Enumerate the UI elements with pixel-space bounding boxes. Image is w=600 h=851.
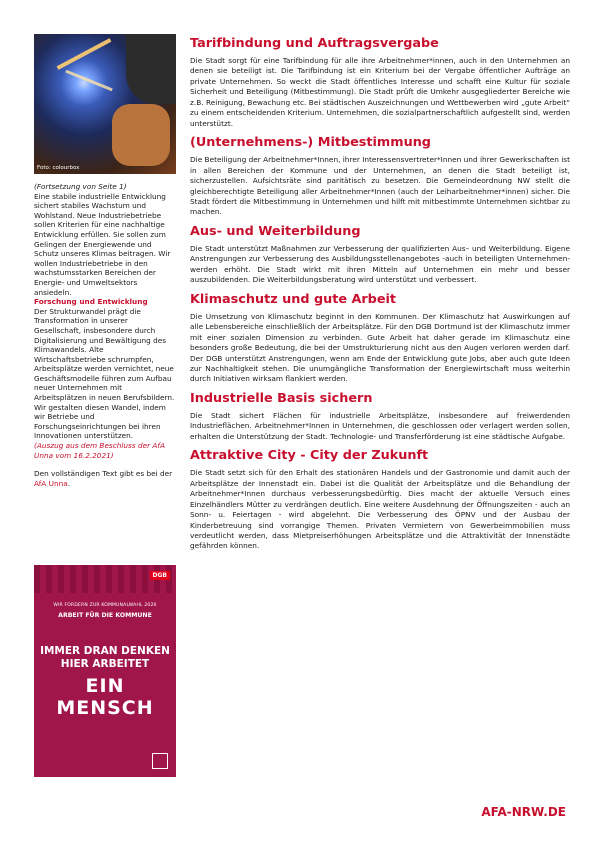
afa-unna-link[interactable]: AfA Unna [34,478,68,488]
section-text: Die Stadt setzt sich für den Erhalt des stationären Handels und der Gastronomie und damit auch der Arbeitsplätze der Innenstadt ein. Dabei ist die Qualität der Arbeitsplätze und die Behandlung der Arbeitnehmer*Innen durchaus verbesserungsbedürftig. Dies macht der aktuelle Versuch eines Einzelhändlers Mütter zu verdrängen deutlich. Eine weitere Ausdehnung der Öffnungszeiten - auch an Sonn- u. Feiertagen - wird abgelehnt. Die Verbesserung des ÖPNV und der Ausbau der Kinderbetreuung sind vorrangige Themen. Privaten Vermietern von Gewerbeimmobilien muss verdeutlicht werden, dass Mietpreiserhöhungen Arbeitsplätze und die Attraktivität der Innenstädte gefährden können. [190,468,570,551]
section-heading: (Unternehmens-) Mitbestimmung [190,135,431,151]
section-text: Die Umsetzung von Klimaschutz beginnt in den Kommunen. Der Klimaschutz hat Auswirkungen auf alle Lebensbereiche einschließlich der Arbeitsplätze. Für den DGB Dortmund ist der Klimaschutz immer mit einer sozialen Dimension zu verbinden. Gute Arbeit hat daher gerade im Klimaschutz eine besonders große Bedeutung, die bei der Umstrukturierung nicht aus den Augen verloren werden darf. Der DGB unterstützt Anstrengungen, wenn am Ende der Entwicklung gute Jobs, aber auch gute Ideen zur Nachhaltigkeit stehen. Die unumgängliche Transformation der Energiewirtschaft muss weiterhin durch Initiativen wirksam flankiert werden. [190,311,570,384]
poster-corner-icon [152,753,168,769]
section-klimaschutz [190,292,570,385]
dgb-logo: DGB [150,571,170,580]
sidebar-text [34,182,176,488]
research-text: Der Strukturwandel prägt die Transformation in unserer Gesellschaft, insbesondere durch Digitalisierung und Bewältigung des Klimawandels. Alte Wirtschaftsbetriebe schrumpfen, Arbeitsplätze werden vernichtet, neue Geschäftsmodelle führen zum Aufbau neuer Unternehmen mit Arbeitsplätzen in neuen Berufsbildern. Wir gestalten diesen Wandel, indem wir Betriebe und Forschungseinrichtungen bei ihren Innovationen unterstützen. [34,306,175,441]
section-tarifbindung [190,36,570,129]
section-text: Die Stadt unterstützt Maßnahmen zur Verbesserung der qualifizierten Aus– und Weiterbildung. Eigene Anstrengungen zur Verbesserung des Ausbildungsstellenangebotes -auch in beteiligten Unternehmen- werden erhöht. Die Stadt wirkt mit ihren Mitteln auf Unternehmen ein mehr und besser auszubildenden. Die Weiterbildungsberatung wird unterstützt und verbessert. [190,243,570,285]
section-heading: Aus- und Weiterbildung [190,223,361,239]
poster-slogan-top [34,645,176,671]
full-text-note [34,469,176,488]
section-heading: Attraktive City - City der Zukunft [190,448,429,464]
welding-hood-shape [126,34,176,104]
continuation-note: (Fortsetzung von Seite 1) [34,182,127,191]
spark-decoration [57,38,112,70]
section-weiterbildung [190,224,570,286]
section-text: Die Stadt sichert Flächen für industrielle Arbeitsplätze, insbesondere auf freiwerdenden Industrieflächen. Arbeitnehmer*Innen in Unternehmen, die geschlossen oder verlagert werden sollen, erhalten die Unterstützung der Stadt. Technologie- und Transferförderung ist eine städtische Aufgabe. [190,410,570,441]
section-attraktive-city [190,448,570,552]
sidebar [34,34,176,488]
photo-credit: Foto: colourbox [37,165,80,171]
research-heading: Forschung und Entwicklung [34,297,148,307]
poster-campaign-title: ARBEIT FÜR DIE KOMMUNE [58,612,152,619]
poster-slogan-line-2: HIER ARBEITET [60,658,150,670]
section-heading: Industrielle Basis sichern [190,390,373,406]
glove-shape [112,104,170,166]
section-text: Die Stadt sorgt für eine Tarifbindung für alle ihre Arbeitnehmer*innen, auch in den Unternehmen an denen sie beteiligt ist. Die Tarifbindung ist ein Kriterium bei der Vergabe öffentlicher Aufträge an private Unternehmen. So weckt die Stadt öffentliches Interesse und schafft eine Kultur für soziale Sicherheit und Beteiligung (Mitbestimmung). Die Stadt prüft die Umkehr ausgegliederter Bereiche wie z.B. Reinigung, Bewachung etc. Bei städtischen Auszeichnungen und Wettbewerben wird „gute Arbeit“ zu einem entscheidenden Kriterium. Unternehmen, die sozialpartnerschaftlich aufgestellt sind, werden unterstützt. [190,56,570,128]
section-mitbestimmung [190,135,570,218]
welder-photo [34,34,176,174]
source-note: (Auszug aus dem Beschluss der AfA Unna vom 16.2.2021) [34,441,165,460]
main-column [190,36,570,558]
poster-campaign-line: WIR FORDERN ZUR KOMMUNALWAHL 2020 [53,603,157,608]
section-text: Die Beteiligung der Arbeitnehmer*Innen, ihrer Interessensvertreter*Innen und ihrer Gewerkschaften ist in allen Bereichen der Kommune und der Unternehmen, an denen die Stadt beteiligt ist, sicherzustellen. Aufsichtsräte sind paritätisch zu besetzen. Die Gemeindeordnung NW stellt die gleichberechtigte Beteiligung aller Arbeitnehmer*Innen (auch der Leiharbeitnehmer*innen) sicher. Die Stadt fördert die Mitbestimmung in Unternehmen und hilft mit mitbestimmte Unternehmen sichtbar zu machen. [190,155,570,217]
spark-decoration [65,70,112,92]
website-link[interactable]: AFA-NRW.DE [481,805,566,819]
poster-slogan-line-1: IMMER DRAN DENKEN [40,645,170,657]
sidebar-intro: Eine stabile industrielle Entwicklung sichert stabiles Wachstum und Wohlstand. Neue Industriebetriebe sollen Kriterien für eine nachhaltige Entwicklung erfüllen. Sie sollen zum Gelingen der Energiewende und Schutz unseres Klimas beitragen. Wir wollen Industriebetriebe in den wachstumsstarken Bereichen der Energie- und Umweltsektors ansiedeln. [34,191,171,297]
campaign-poster [34,565,176,777]
section-heading: Klimaschutz und gute Arbeit [190,291,397,307]
full-text-prefix: Den vollständigen Text gibt es bei der [34,469,173,479]
section-heading: Tarifbindung und Auftragsvergabe [190,36,439,51]
full-text-suffix: . [67,478,71,488]
section-industrielle-basis [190,391,570,442]
poster-slogan-main: EIN MENSCH [56,675,154,719]
